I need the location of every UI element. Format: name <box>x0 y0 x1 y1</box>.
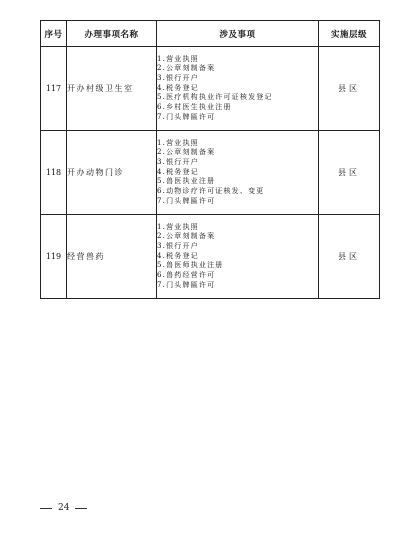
list-item: 3.银行开户 <box>157 241 199 250</box>
row-item-name: 经营兽药 <box>67 215 157 299</box>
header-name: 办理事项名称 <box>67 21 157 47</box>
row-level: 县区 <box>319 47 380 131</box>
row-item-name: 开办村级卫生室 <box>67 47 157 131</box>
list-item: 2.公章刻制备案 <box>157 232 216 241</box>
list-item: 4.税务登记 <box>157 83 199 92</box>
header-involved: 涉及事项 <box>157 21 319 47</box>
list-item: 1.营业执照 <box>157 138 199 147</box>
header-no: 序号 <box>41 21 67 47</box>
list-item: 2.公章刻制备案 <box>157 148 216 157</box>
table-row <box>41 215 380 299</box>
row-involved-items <box>157 131 319 215</box>
list-item: 1.营业执照 <box>157 54 199 63</box>
list-item: 6.乡村医生执业注册 <box>157 103 232 112</box>
row-number: 117 <box>41 47 67 131</box>
row-level: 县区 <box>319 215 380 299</box>
page-number-dash-right <box>75 508 87 509</box>
list-item: 2.公章刻制备案 <box>157 64 216 73</box>
row-item-name: 开办动物门诊 <box>67 131 157 215</box>
list-item: 3.银行开户 <box>157 157 199 166</box>
list-item: 1.营业执照 <box>157 222 199 231</box>
list-item: 7.门头牌匾许可 <box>157 112 216 121</box>
row-number: 118 <box>41 131 67 215</box>
list-item: 5.兽医执业注册 <box>157 177 216 186</box>
list-item: 5.兽医师执业注册 <box>157 261 224 270</box>
page-number-text: 24 <box>58 503 70 513</box>
row-involved-items <box>157 215 319 299</box>
table-header-row <box>41 21 380 47</box>
list-item: 7.门头牌匾许可 <box>157 280 216 289</box>
list-item: 4.税务登记 <box>157 251 199 260</box>
involved-list <box>157 139 318 207</box>
table-row <box>41 47 380 131</box>
row-number: 119 <box>41 215 67 299</box>
table-row <box>41 131 380 215</box>
list-item: 6.动物诊疗许可证核发、变更 <box>157 187 265 196</box>
page-number-dash-left <box>40 508 52 509</box>
row-level: 县区 <box>319 131 380 215</box>
involved-list <box>157 223 318 291</box>
list-item: 6.兽药经营许可 <box>157 271 216 280</box>
list-item: 4.税务登记 <box>157 167 199 176</box>
page-number <box>40 503 87 513</box>
row-involved-items <box>157 47 319 131</box>
header-level: 实施层级 <box>319 21 380 47</box>
list-item: 7.门头牌匾许可 <box>157 196 216 205</box>
list-item: 5.医疗机构执业许可证核发登记 <box>157 93 273 102</box>
items-table <box>40 20 380 299</box>
involved-list <box>157 55 318 123</box>
list-item: 3.银行开户 <box>157 73 199 82</box>
